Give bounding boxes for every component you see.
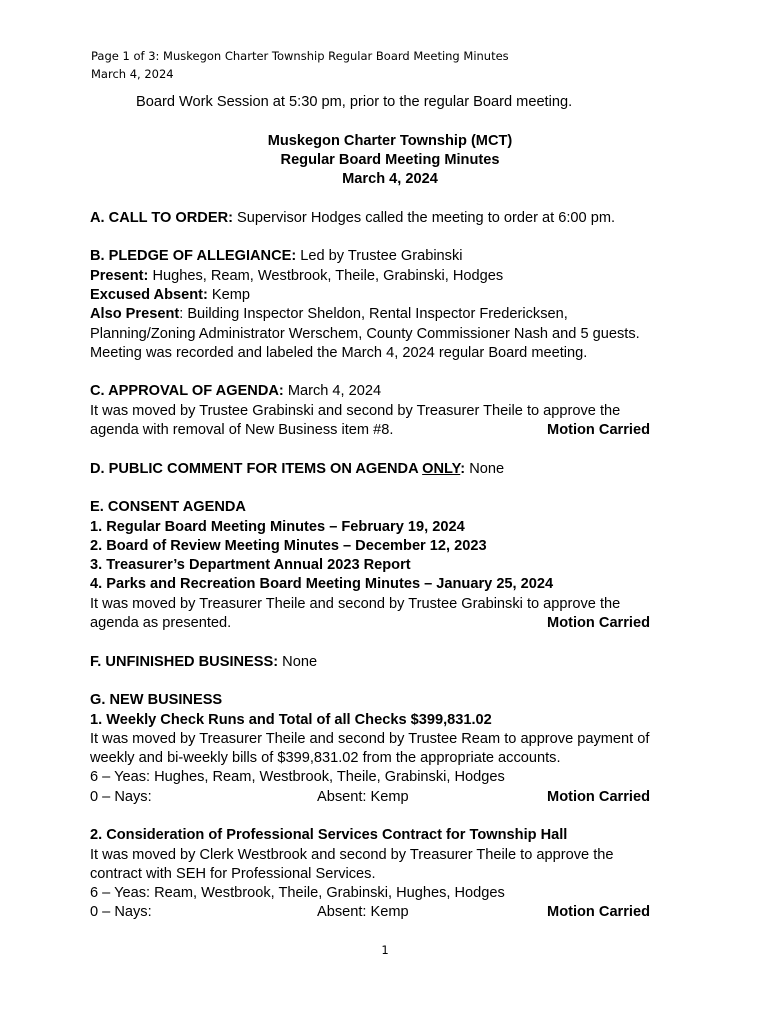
section-a-label: A. CALL TO ORDER:	[90, 209, 233, 226]
section-f	[90, 653, 690, 672]
present-text: Hughes, Ream, Westbrook, Theile, Grabinski, Hodges	[148, 267, 504, 284]
section-b	[90, 247, 690, 266]
item-1-yeas: 6 – Yeas: Hughes, Ream, Westbrook, Theile, Grabinski, Hodges	[90, 769, 505, 786]
consent-item: 4. Parks and Recreation Board Meeting Minutes – January 25, 2024	[90, 576, 554, 593]
section-e-motion-1: It was moved by Treasurer Theile and second by Trustee Grabinski to approve the	[90, 595, 621, 612]
section-d-label-only: ONLY	[422, 460, 461, 477]
section-f-label: F. UNFINISHED BUSINESS:	[90, 653, 279, 670]
section-e-motion-2: agenda as presented.	[90, 615, 232, 632]
item-2-absent: Absent: Kemp	[317, 904, 409, 921]
also-present-text-2: Planning/Zoning Administrator Werschem, County Commissioner Nash and 5 guests.	[90, 325, 640, 342]
section-g-label: G. NEW BUSINESS	[90, 692, 223, 709]
section-c-result: Motion Carried	[547, 422, 650, 439]
consent-item: 1. Regular Board Meeting Minutes – February 19, 2024	[90, 518, 465, 535]
section-b-text: Led by Trustee Grabinski	[296, 248, 463, 265]
item-1-motion-1: It was moved by Treasurer Theile and second by Trustee Ream to approve payment of	[90, 730, 650, 747]
excused-line	[90, 286, 690, 305]
section-c-text: March 4, 2024	[283, 383, 382, 400]
item-2-vote-row	[90, 903, 690, 922]
section-d-colon: :	[460, 460, 466, 477]
also-present-text-1: : Building Inspector Sheldon, Rental Inspector Fredericksen,	[179, 306, 568, 323]
section-c	[90, 382, 690, 401]
title-line-3: March 4, 2024	[342, 171, 438, 188]
item-2-motion-1: It was moved by Clerk Westbrook and second by Treasurer Theile to approve the	[90, 846, 614, 863]
work-session-note: Board Work Session at 5:30 pm, prior to the regular Board meeting.	[136, 94, 573, 110]
excused-label: Excused Absent:	[90, 286, 208, 303]
page-number: 1	[381, 943, 389, 957]
minutes-body	[90, 93, 690, 923]
section-d	[90, 460, 690, 479]
section-e-result: Motion Carried	[547, 615, 650, 632]
section-c-label: C. APPROVAL OF AGENDA:	[90, 383, 284, 400]
section-c-motion-2-row	[90, 421, 690, 440]
also-present-label: Also Present	[90, 306, 180, 323]
section-e-label: E. CONSENT AGENDA	[90, 499, 246, 516]
section-c-motion-2: agenda with removal of New Business item #8.	[90, 422, 394, 439]
section-f-text: None	[278, 653, 318, 670]
item-1-vote-row	[90, 788, 690, 807]
new-business-item-1-title: 1. Weekly Check Runs and Total of all Checks $399,831.02	[90, 711, 492, 728]
title-line-1: Muskegon Charter Township (MCT)	[267, 132, 513, 149]
page-header	[91, 47, 509, 83]
section-a	[90, 209, 690, 228]
item-1-motion-2: weekly and bi-weekly bills of $399,831.02 from the appropriate accounts.	[90, 750, 561, 767]
consent-item: 3. Treasurer’s Department Annual 2023 Report	[90, 557, 411, 574]
section-d-text: None	[465, 460, 505, 477]
item-1-nays: 0 – Nays:	[90, 788, 152, 805]
section-e-motion-2-row	[90, 614, 690, 633]
item-1-absent: Absent: Kemp	[317, 788, 409, 805]
section-d-label: D. PUBLIC COMMENT FOR ITEMS ON AGENDA	[90, 460, 423, 477]
section-b-label: B. PLEDGE OF ALLEGIANCE:	[90, 248, 297, 265]
header-line-2: March 4, 2024	[91, 67, 174, 81]
item-2-result: Motion Carried	[547, 904, 650, 921]
present-label: Present:	[90, 267, 149, 284]
present-line	[90, 267, 690, 286]
item-2-nays: 0 – Nays:	[90, 904, 152, 921]
excused-text: Kemp	[207, 286, 251, 303]
new-business-item-2-title: 2. Consideration of Professional Services Contract for Township Hall	[90, 827, 568, 844]
item-1-result: Motion Carried	[547, 788, 650, 805]
header-line-1: Page 1 of 3: Muskegon Charter Township Regular Board Meeting Minutes	[91, 49, 509, 63]
recorded-note: Meeting was recorded and labeled the March 4, 2024 regular Board meeting.	[90, 344, 588, 361]
consent-item: 2. Board of Review Meeting Minutes – December 12, 2023	[90, 537, 487, 554]
title-line-2: Regular Board Meeting Minutes	[280, 151, 500, 168]
also-present-line	[90, 305, 690, 324]
item-2-yeas: 6 – Yeas: Ream, Westbrook, Theile, Grabinski, Hughes, Hodges	[90, 885, 505, 902]
item-2-motion-2: contract with SEH for Professional Services.	[90, 865, 376, 882]
section-c-motion-1: It was moved by Trustee Grabinski and second by Treasurer Theile to approve the	[90, 402, 621, 419]
section-a-text: Supervisor Hodges called the meeting to order at 6:00 pm.	[232, 209, 616, 226]
